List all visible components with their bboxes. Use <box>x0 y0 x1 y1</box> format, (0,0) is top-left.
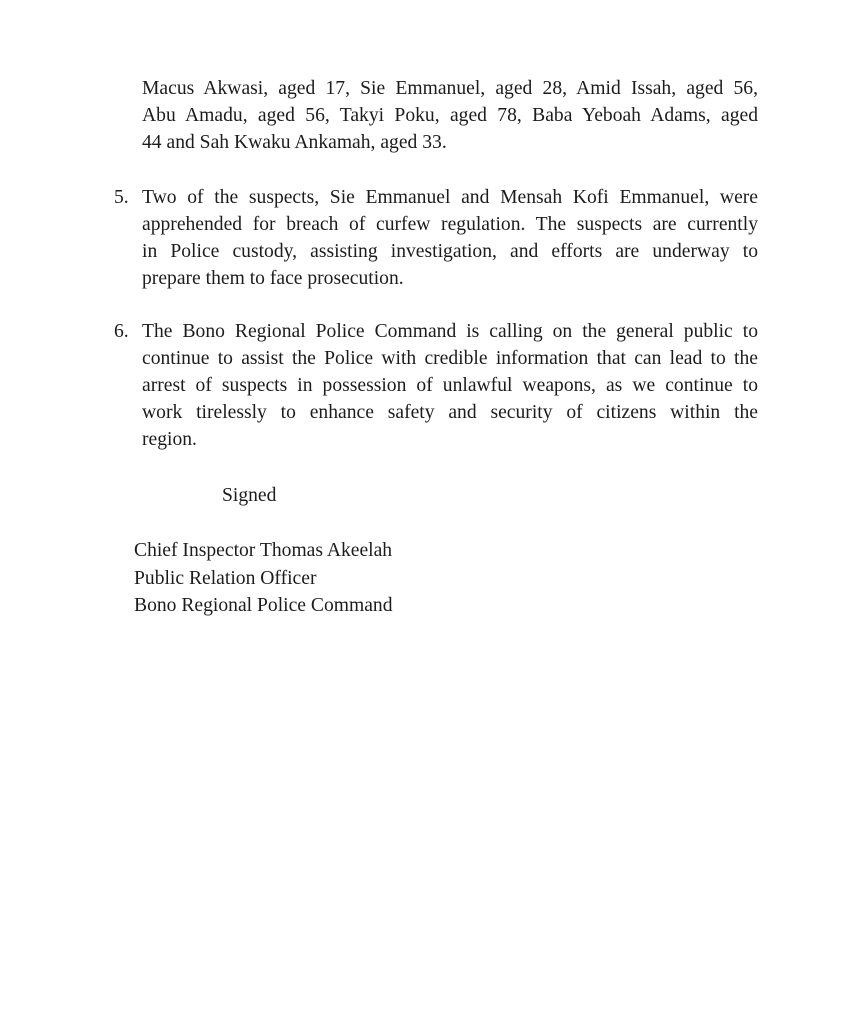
paragraph-number: 6. <box>114 321 129 342</box>
paragraph-line: 44 and Sah Kwaku Ankamah, aged 33. <box>142 132 447 153</box>
signatory-name: Chief Inspector Thomas Akeelah <box>134 540 393 561</box>
numbered-paragraph-5 <box>114 184 758 292</box>
paragraph-line: arrest of suspects in possession of unlawful weapons, as we continue to <box>142 375 758 396</box>
continuation-paragraph <box>142 75 758 156</box>
paragraph-line: continue to assist the Police with credible information that can lead to the <box>142 348 758 369</box>
paragraph-line: Macus Akwasi, aged 17, Sie Emmanuel, aged 28, Amid Issah, aged 56, <box>142 78 758 99</box>
signatory-organization: Bono Regional Police Command <box>134 595 393 616</box>
paragraph-line: region. <box>142 429 197 450</box>
paragraph-line: Abu Amadu, aged 56, Takyi Poku, aged 78, Baba Yeboah Adams, aged <box>142 105 758 126</box>
paragraph-line: Two of the suspects, Sie Emmanuel and Mensah Kofi Emmanuel, were <box>142 187 758 208</box>
signatory-title: Public Relation Officer <box>134 567 317 589</box>
signature-block <box>134 537 393 620</box>
paragraph-line: apprehended for breach of curfew regulation. The suspects are currently <box>142 214 758 235</box>
paragraph-line: prepare them to face prosecution. <box>142 268 404 289</box>
numbered-paragraph-6 <box>114 318 758 453</box>
paragraph-number: 5. <box>114 187 129 208</box>
paragraph-line: in Police custody, assisting investigation, and efforts are underway to <box>142 241 758 262</box>
signed-label: Signed <box>222 485 277 506</box>
paragraph-line: The Bono Regional Police Command is calling on the general public to <box>142 321 758 342</box>
paragraph-line: work tirelessly to enhance safety and security of citizens within the <box>142 402 758 423</box>
